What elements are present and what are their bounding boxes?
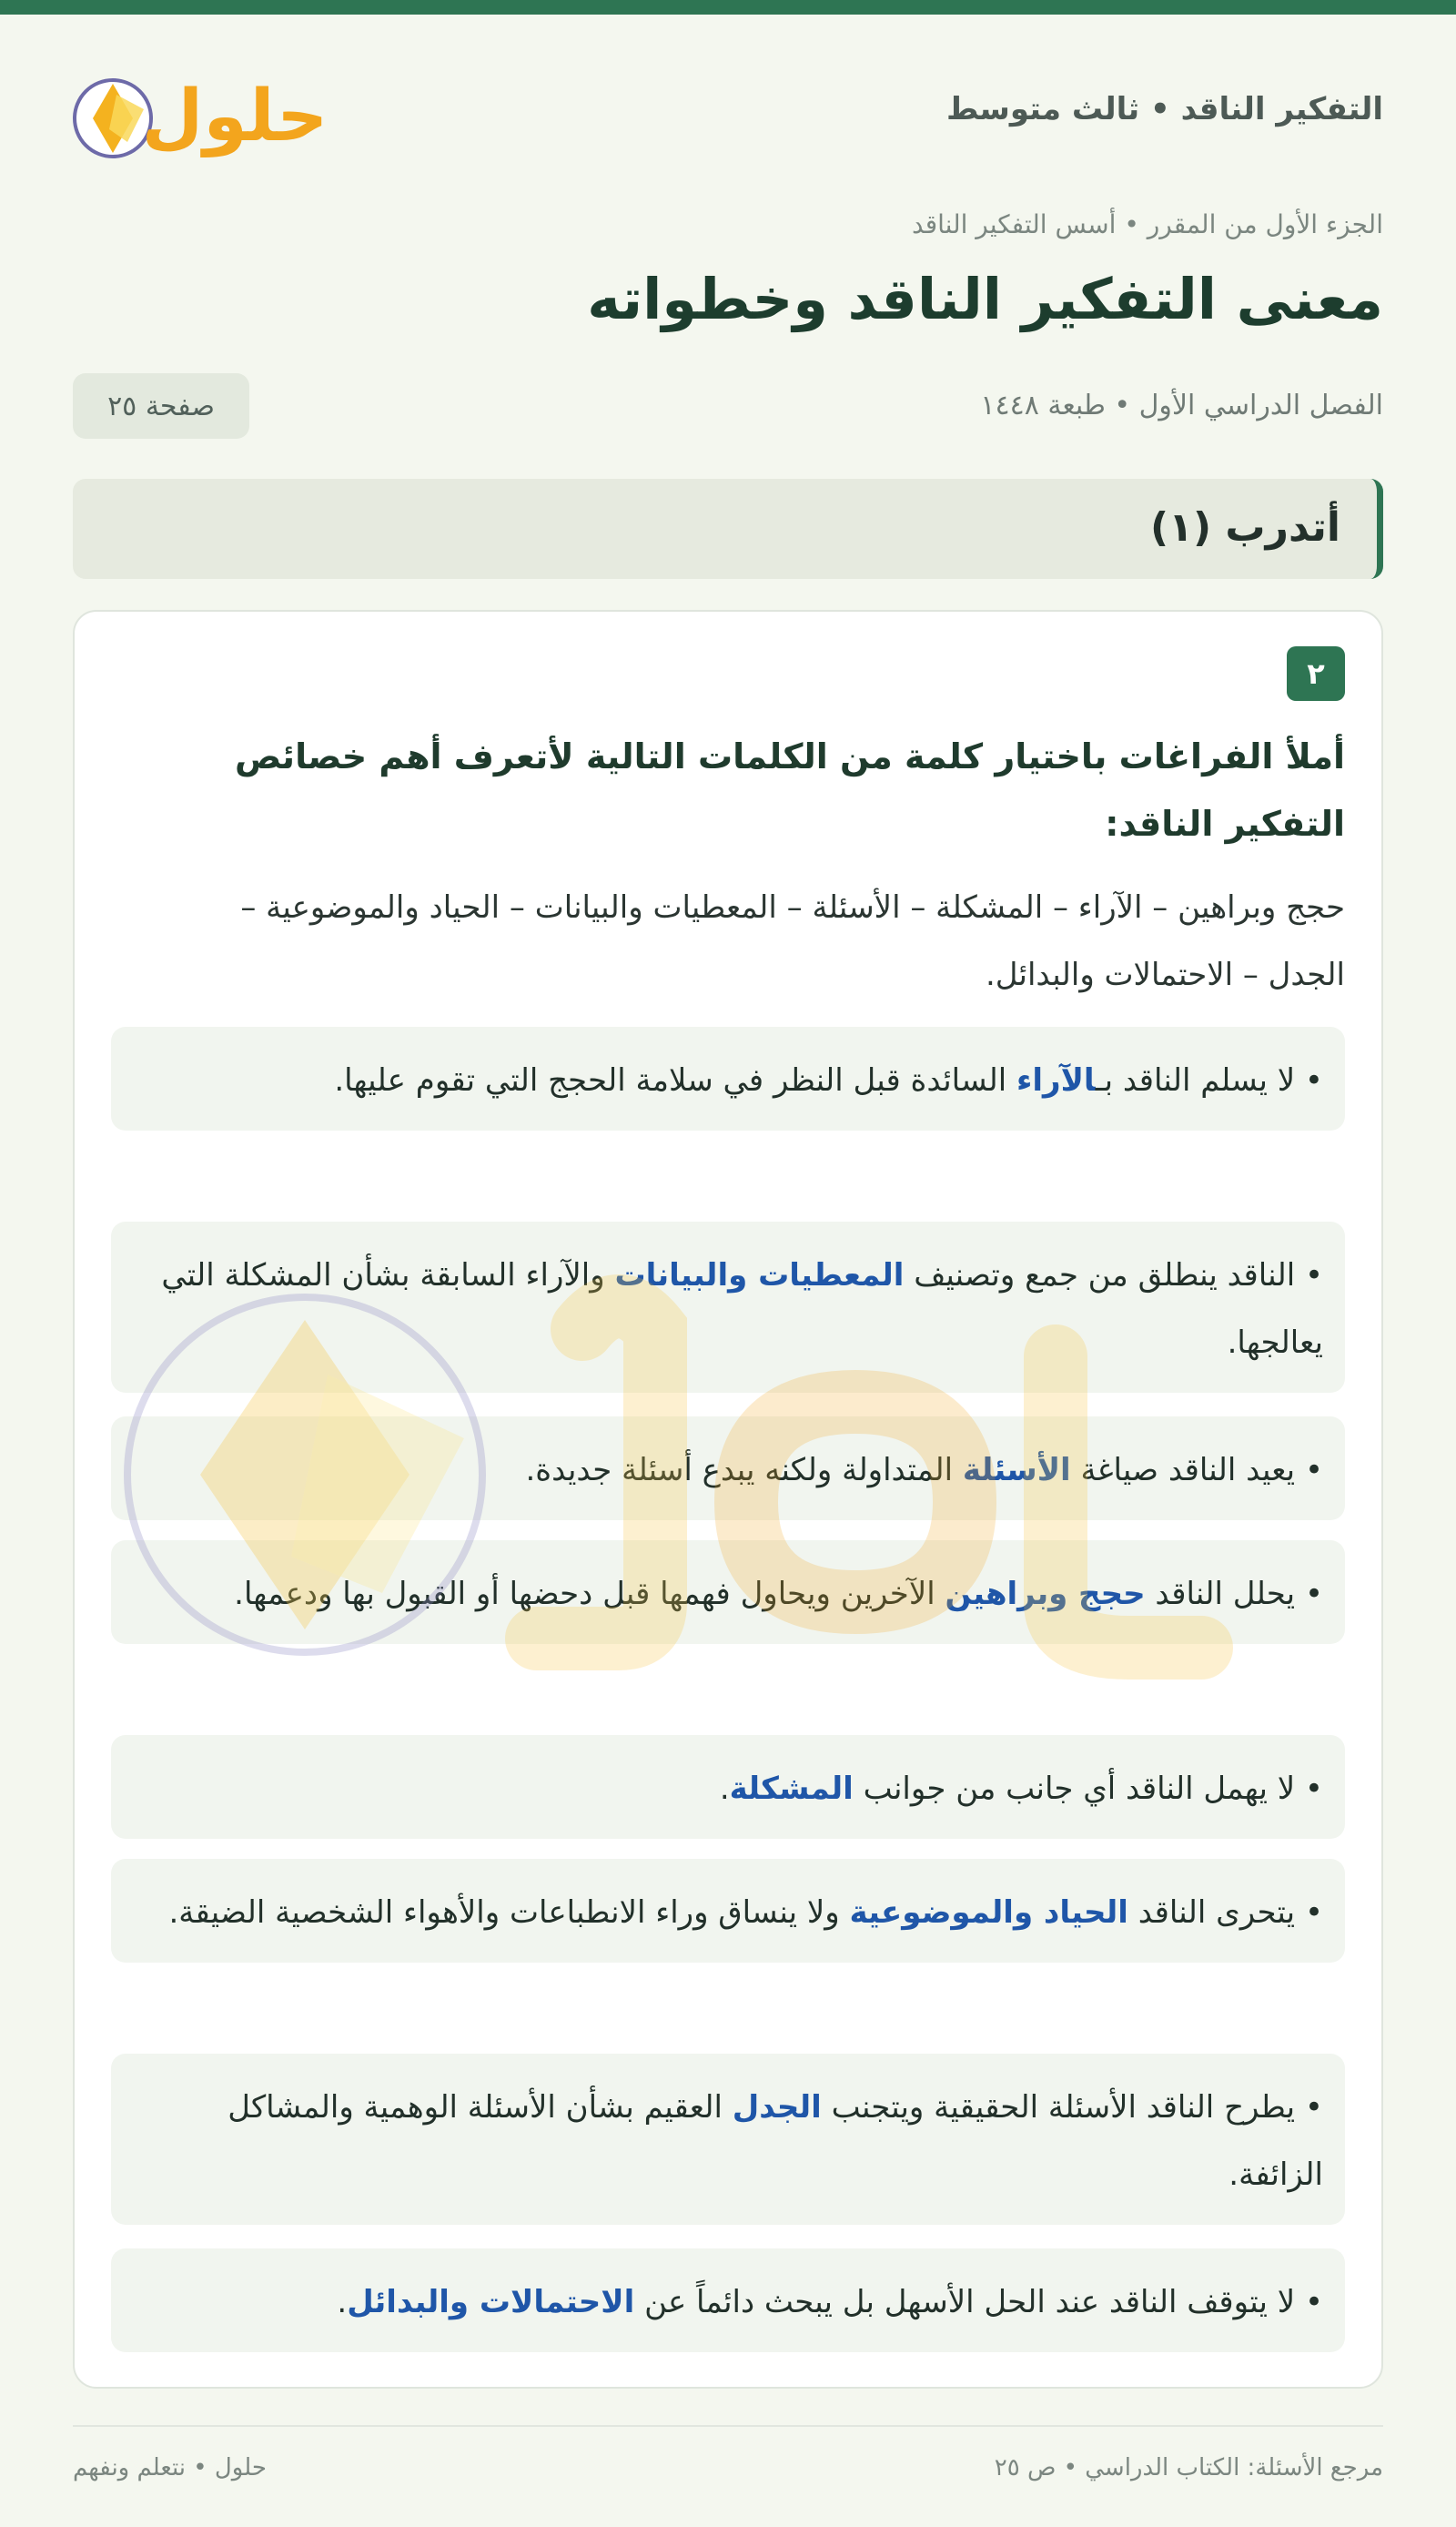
item-text-after: العقيم بشأن الأسئلة الوهمية والمشاكل الزائفة. — [228, 2089, 1323, 2193]
page-title: معنى التفكير الناقد وخطواته — [587, 266, 1383, 332]
item-answer: الآراء — [1016, 1062, 1096, 1099]
answer-item — [111, 2248, 1345, 2352]
item-text-before: • يعيد الناقد صياغة — [1070, 1452, 1323, 1488]
breadcrumb: الجزء الأول من المقرر • أسس التفكير الناقد — [912, 209, 1383, 239]
question-card — [73, 610, 1383, 2389]
answer-item — [111, 1859, 1345, 1963]
item-text-before: • يحلل الناقد — [1145, 1576, 1323, 1612]
item-answer: المعطيات والبيانات — [614, 1257, 905, 1294]
question-number-badge: ٢ — [1287, 646, 1345, 701]
logo-text: حلول — [141, 76, 328, 157]
item-text-after: السائدة قبل النظر في سلامة الحجج التي تقوم عليها. — [334, 1062, 1016, 1099]
item-text-before: • يطرح الناقد الأسئلة الحقيقية ويتجنب — [821, 2089, 1323, 2126]
item-text-before: • لا يسلم الناقد بـ — [1095, 1062, 1323, 1099]
footer-reference: مرجع الأسئلة: الكتاب الدراسي • ص ٢٥ — [994, 2454, 1383, 2481]
semester-edition: الفصل الدراسي الأول • طبعة ١٤٤٨ — [980, 390, 1383, 421]
item-text-before: • لا يهمل الناقد أي جانب من جوانب — [853, 1771, 1323, 1807]
page-number-chip: صفحة ٢٥ — [73, 373, 249, 439]
answer-item — [111, 1735, 1345, 1839]
item-text-after: والآراء السابقة بشأن المشكلة التي يعالجها. — [161, 1257, 1323, 1361]
item-text-before: • يتحرى الناقد — [1127, 1894, 1323, 1931]
item-answer: الاحتمالات والبدائل — [347, 2284, 635, 2320]
word-bank: حجج وبراهين – الآراء – المشكلة – الأسئلة – المعطيات والبيانات – الحياد والموضوعية – الجدل – الاحتمالات والبدائل. — [240, 889, 1345, 993]
header — [73, 66, 1383, 166]
answer-item — [111, 1027, 1345, 1131]
item-text-after: . — [337, 2284, 348, 2320]
item-answer: حجج وبراهين — [945, 1576, 1146, 1612]
item-text-after: ولا ينساق وراء الانطباعات والأهواء الشخصية الضيقة. — [168, 1894, 850, 1931]
item-text-before: • لا يتوقف الناقد عند الحل الأسهل بل يبحث دائماً عن — [634, 2284, 1323, 2320]
item-text-before: • الناقد ينطلق من جمع وتصنيف — [904, 1257, 1323, 1294]
section-header — [73, 479, 1383, 579]
item-text-after: المتداولة ولكنه يبدع أسئلة جديدة. — [525, 1452, 963, 1488]
answer-item — [111, 2054, 1345, 2225]
answer-item — [111, 1222, 1345, 1393]
answer-item — [111, 1540, 1345, 1644]
footer-brand: حلول • نتعلم ونفهم — [73, 2454, 267, 2481]
question-prompt: أملأ الفراغات باختيار كلمة من الكلمات التالية لأتعرف أهم خصائص التفكير الناقد: — [234, 736, 1345, 844]
item-answer: الأسئلة — [962, 1452, 1071, 1488]
item-text-after: . — [719, 1771, 730, 1807]
item-answer: الحياد والموضوعية — [849, 1894, 1128, 1931]
top-accent-bar — [0, 0, 1456, 15]
answer-item — [111, 1416, 1345, 1520]
item-answer: المشكلة — [729, 1771, 854, 1807]
item-answer: الجدل — [732, 2089, 822, 2126]
item-text-after: الآخرين ويحاول فهمها قبل دحضها أو القبول بها ودعمها. — [234, 1576, 945, 1612]
course-title: التفكير الناقد • ثالث متوسط — [945, 91, 1383, 127]
footer-divider — [73, 2425, 1383, 2427]
section-title: أتدرب (١) — [1150, 504, 1340, 551]
hulul-logo[interactable] — [73, 66, 328, 166]
